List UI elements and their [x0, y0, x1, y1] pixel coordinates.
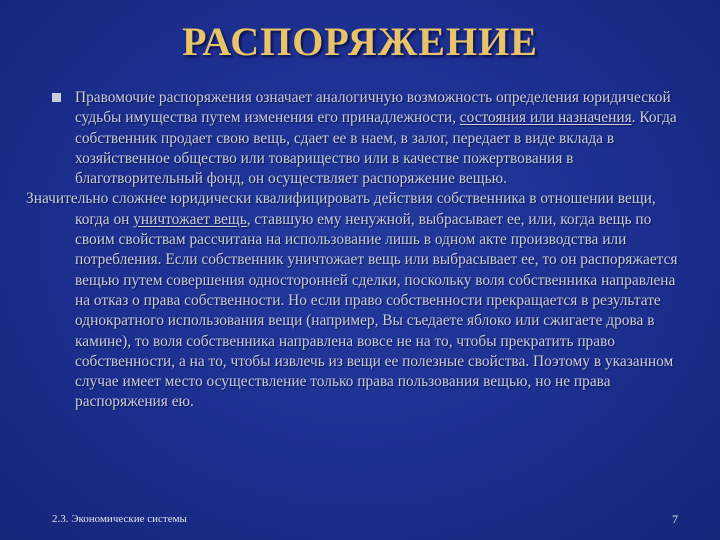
- footer-section: 2.3. Экономические системы: [52, 513, 187, 525]
- square-bullet-icon: [52, 93, 61, 102]
- paragraph2-underlined: уничтожает вещь: [133, 210, 247, 228]
- paragraph1-underlined: состояния или назначения: [459, 109, 632, 127]
- slide-body: [26, 88, 692, 413]
- slide-title: РАСПОРЯЖЕНИЕ: [182, 19, 538, 64]
- paragraph2-text-c: , ставшую ему ненужной, выбрасывает ее, или, когда вещь по своим свойствам рассчитана на использование лишь в одном акте производства или потребления. Если собственник уничтожает вещь или выбрасывает ее, то он распоряжается вещью путем совершения односторонней сделки, поскольку воля собственника направлена на отказ о права собственности. Но если право собственности прекращается в результате однократного использования вещи (например, Вы съедаете яблоко или сжигаете дрова в камине), то воля собственника направлена вовсе не на то, чтобы прекратить право собственности, а на то, чтобы извлечь из вещи ее полезные свойства. Поэтому в указанном случае имеет место осуществление только права пользования вещью, но не права распоряжения ею.: [75, 210, 678, 411]
- paragraph1-text-c: . Когда собственник продает свою вещь, сдает ее в наем, в залог, передает в виде вклада в хозяйственное общество или товарищество или в качестве пожертвования в благотворительный фонд, он осуществляет распоряжение вещью.: [75, 109, 677, 188]
- paragraph1-text-a: Правомочие распоряжения означает аналогичную возможность определения юридической судьбы имущества путем изменения его принадлежности,: [75, 89, 671, 127]
- paragraph-bullet: [26, 88, 692, 189]
- page-number: 7: [672, 512, 678, 526]
- paragraph-2: [26, 189, 692, 412]
- paragraph2-text-a: Значительно сложнее юридически квалифицировать действия собственника в отношении вещи, когда он: [26, 190, 656, 228]
